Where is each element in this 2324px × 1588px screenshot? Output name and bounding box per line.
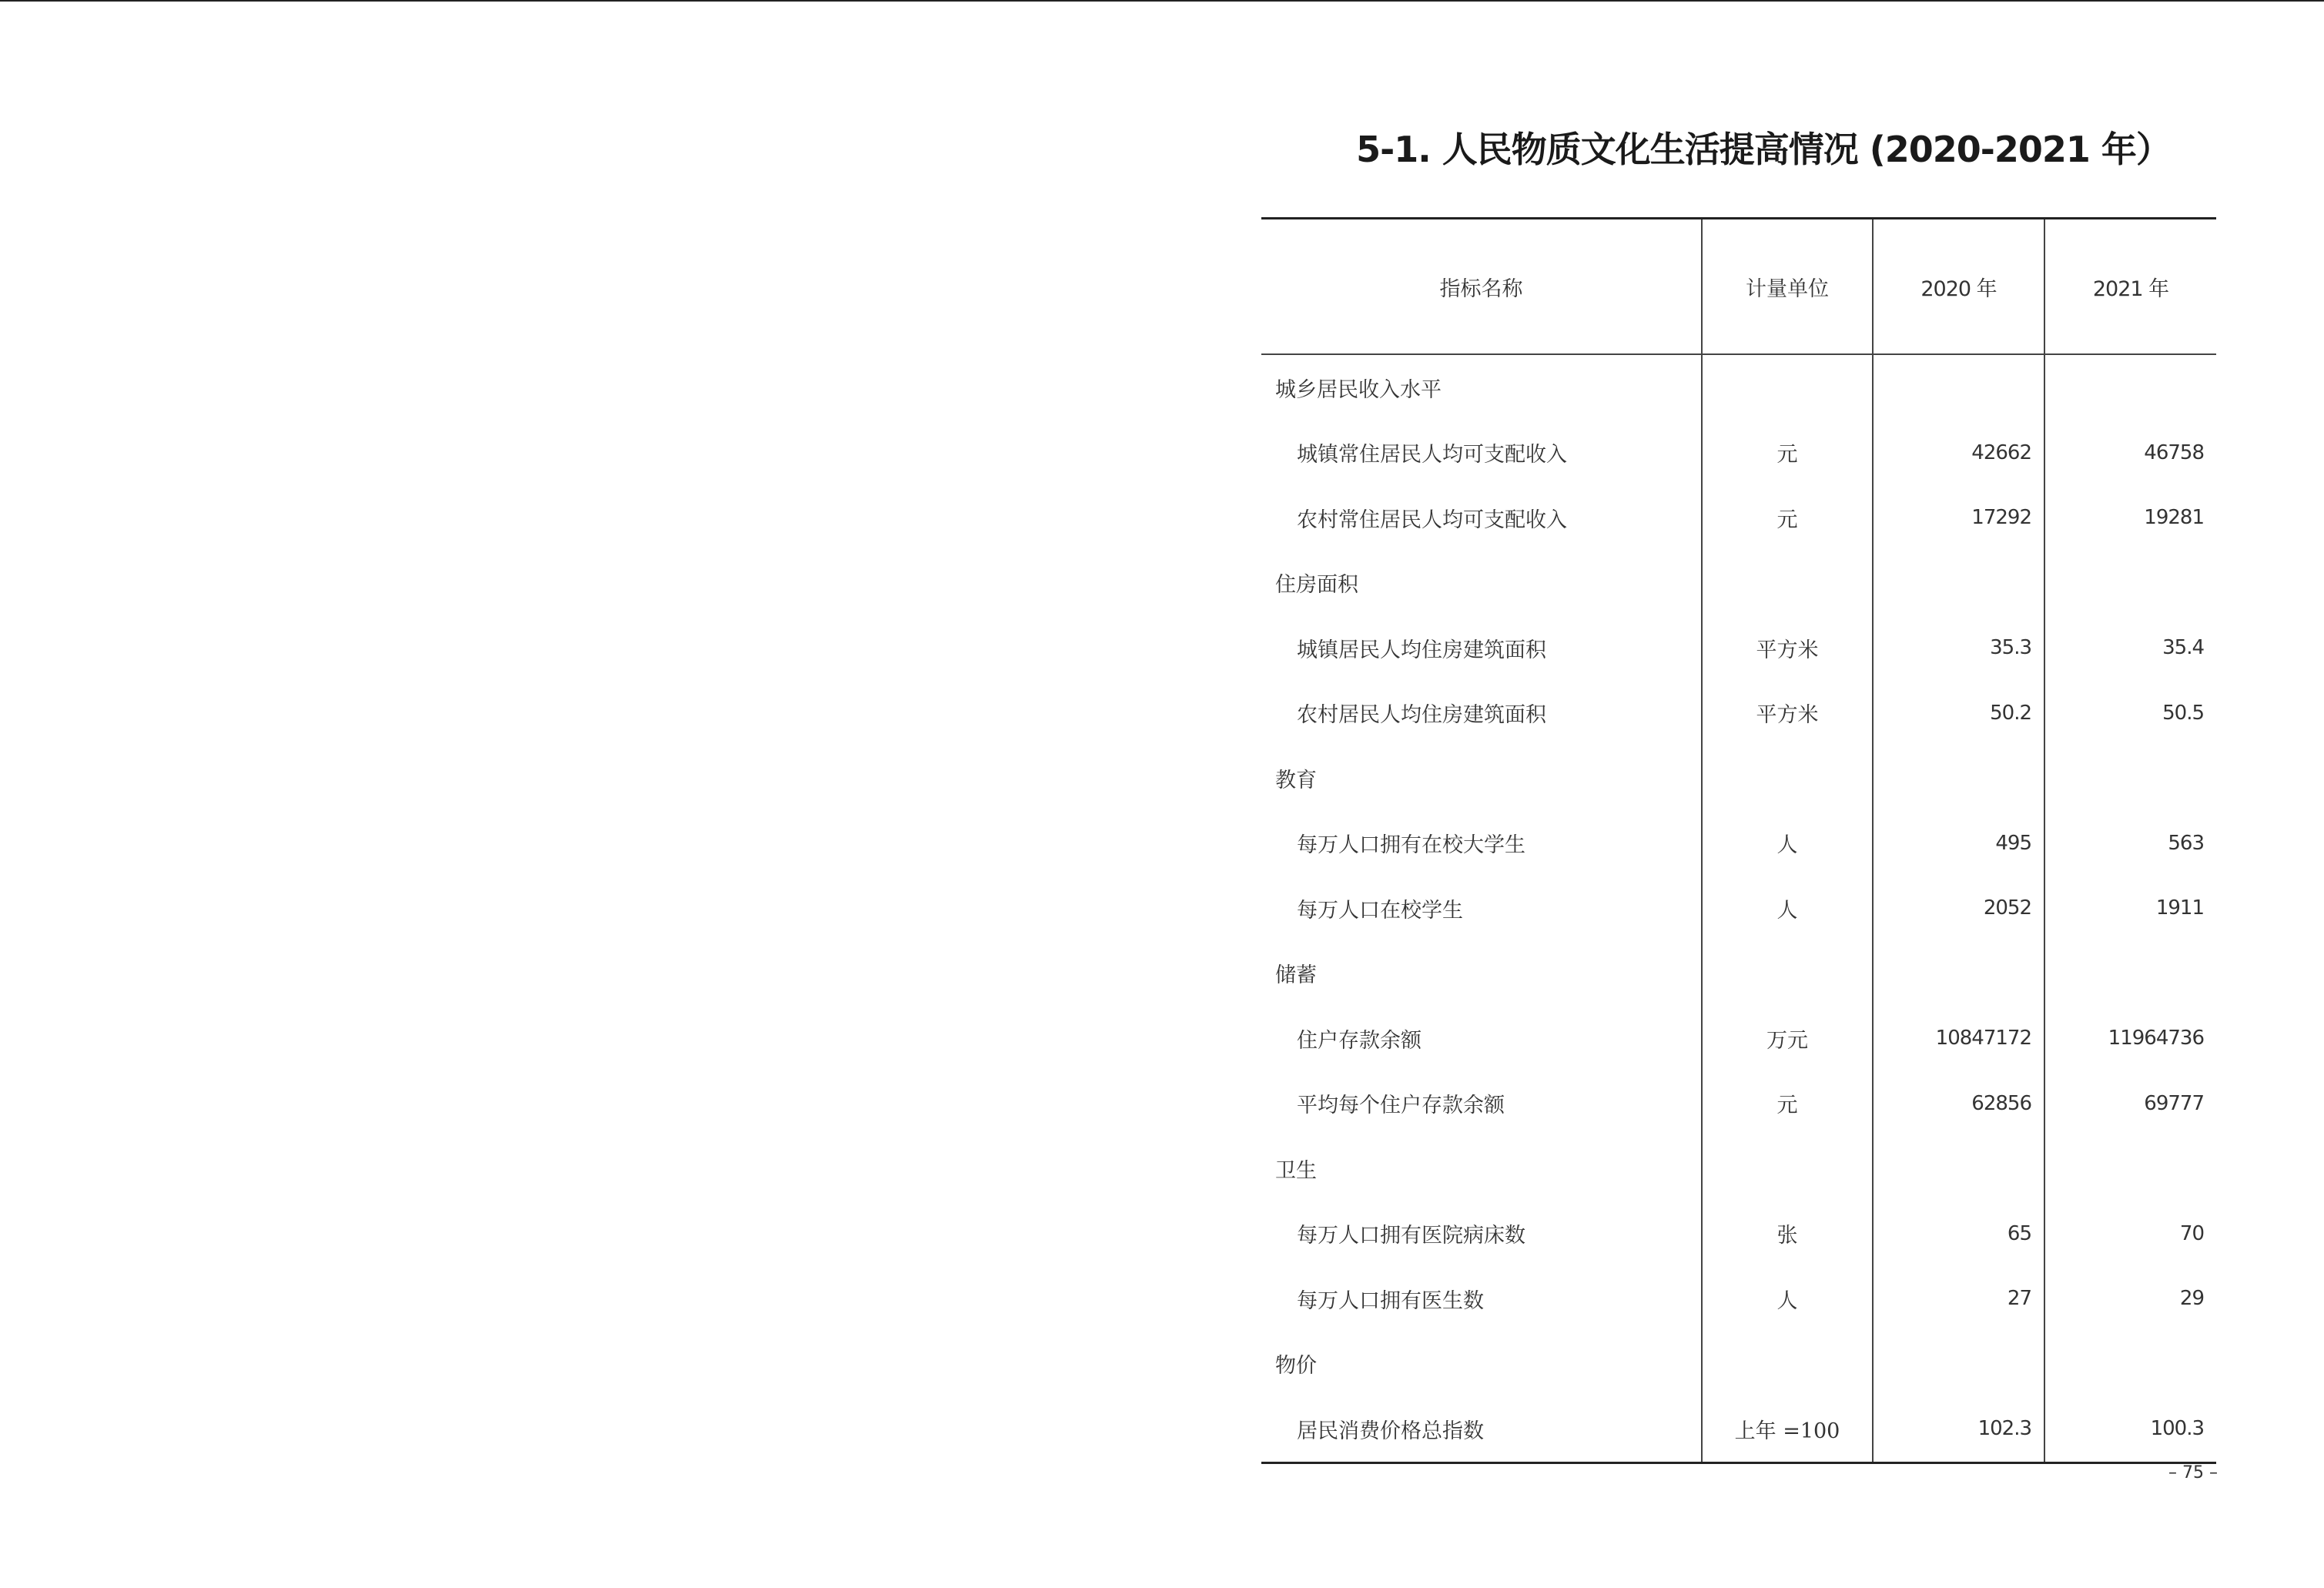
statistics-table bbox=[1261, 217, 2216, 1464]
value-2021: 35.4 bbox=[2044, 615, 2216, 681]
unit-cell: 元 bbox=[1702, 420, 1873, 486]
header-unit: 计量单位 bbox=[1702, 219, 1873, 355]
value-2020: 495 bbox=[1873, 811, 2044, 876]
header-row bbox=[1261, 219, 2216, 355]
value-2021 bbox=[2044, 745, 2216, 811]
statistics-table-container bbox=[1261, 217, 2216, 1464]
header-year-2021: 2021 年 bbox=[2044, 219, 2216, 355]
value-2020: 50.2 bbox=[1873, 681, 2044, 746]
table-row bbox=[1261, 615, 2216, 681]
indicator-name: 每万人口在校学生 bbox=[1297, 898, 1463, 923]
table-header bbox=[1261, 219, 2216, 355]
category-row bbox=[1261, 1136, 2216, 1201]
value-2020: 17292 bbox=[1873, 485, 2044, 551]
category-row bbox=[1261, 551, 2216, 616]
blank-left-page bbox=[0, 2, 1162, 1588]
category-label: 住房面积 bbox=[1275, 573, 1358, 598]
indicator-name: 平均每个住户存款余额 bbox=[1297, 1094, 1505, 1118]
indicator-name: 城镇居民人均住房建筑面积 bbox=[1297, 638, 1546, 662]
value-2020: 35.3 bbox=[1873, 615, 2044, 681]
value-2021: 50.5 bbox=[2044, 681, 2216, 746]
unit-cell: 张 bbox=[1702, 1201, 1873, 1267]
table-row bbox=[1261, 1396, 2216, 1462]
unit-cell: 万元 bbox=[1702, 1006, 1873, 1071]
value-2020: 65 bbox=[1873, 1201, 2044, 1267]
category-row bbox=[1261, 1332, 2216, 1397]
page-number: – 75 – bbox=[2168, 1463, 2218, 1482]
unit-cell bbox=[1702, 354, 1873, 420]
category-label: 卫生 bbox=[1275, 1158, 1317, 1183]
value-2020 bbox=[1873, 941, 2044, 1007]
category-label: 物价 bbox=[1275, 1354, 1317, 1379]
value-2021: 70 bbox=[2044, 1201, 2216, 1267]
indicator-name: 住户存款余额 bbox=[1297, 1028, 1422, 1053]
indicator-name: 农村常住居民人均可支配收入 bbox=[1297, 508, 1567, 532]
indicator-name: 居民消费价格总指数 bbox=[1297, 1419, 1484, 1443]
category-label: 储蓄 bbox=[1275, 963, 1317, 988]
value-2020: 10847172 bbox=[1873, 1006, 2044, 1071]
page-title: 5-1. 人民物质文化生活提高情况 (2020-2021 年） bbox=[1356, 129, 2171, 170]
unit-cell bbox=[1702, 745, 1873, 811]
unit-cell: 人 bbox=[1702, 1266, 1873, 1332]
unit-cell: 平方米 bbox=[1702, 681, 1873, 746]
value-2021 bbox=[2044, 354, 2216, 420]
unit-cell bbox=[1702, 1136, 1873, 1201]
category-label: 教育 bbox=[1275, 768, 1317, 792]
indicator-name: 每万人口拥有医院病床数 bbox=[1297, 1224, 1525, 1248]
table-row bbox=[1261, 420, 2216, 486]
value-2021: 11964736 bbox=[2044, 1006, 2216, 1071]
header-year-2020: 2020 年 bbox=[1873, 219, 2044, 355]
table-row bbox=[1261, 681, 2216, 746]
indicator-name: 城镇常住居民人均可支配收入 bbox=[1297, 443, 1567, 467]
value-2021 bbox=[2044, 551, 2216, 616]
unit-cell bbox=[1702, 941, 1873, 1007]
category-row bbox=[1261, 745, 2216, 811]
unit-cell: 平方米 bbox=[1702, 615, 1873, 681]
value-2020: 2052 bbox=[1873, 876, 2044, 941]
value-2021: 563 bbox=[2044, 811, 2216, 876]
table-row bbox=[1261, 811, 2216, 876]
value-2021: 46758 bbox=[2044, 420, 2216, 486]
indicator-name: 农村居民人均住房建筑面积 bbox=[1297, 703, 1546, 728]
value-2021 bbox=[2044, 941, 2216, 1007]
table-row bbox=[1261, 1201, 2216, 1267]
category-row bbox=[1261, 941, 2216, 1007]
value-2020: 42662 bbox=[1873, 420, 2044, 486]
value-2020 bbox=[1873, 745, 2044, 811]
table-row bbox=[1261, 1266, 2216, 1332]
table-row bbox=[1261, 1071, 2216, 1137]
indicator-name: 每万人口拥有医生数 bbox=[1297, 1288, 1484, 1313]
value-2020: 27 bbox=[1873, 1266, 2044, 1332]
table-row bbox=[1261, 876, 2216, 941]
category-label: 城乡居民收入水平 bbox=[1275, 377, 1442, 402]
header-indicator-name: 指标名称 bbox=[1261, 219, 1702, 355]
value-2021: 29 bbox=[2044, 1266, 2216, 1332]
value-2021 bbox=[2044, 1136, 2216, 1201]
category-row bbox=[1261, 354, 2216, 420]
value-2020: 62856 bbox=[1873, 1071, 2044, 1137]
unit-cell bbox=[1702, 551, 1873, 616]
unit-cell: 元 bbox=[1702, 485, 1873, 551]
value-2021: 19281 bbox=[2044, 485, 2216, 551]
value-2020 bbox=[1873, 551, 2044, 616]
value-2020 bbox=[1873, 354, 2044, 420]
value-2020 bbox=[1873, 1332, 2044, 1397]
unit-cell: 元 bbox=[1702, 1071, 1873, 1137]
table-row bbox=[1261, 485, 2216, 551]
value-2020: 102.3 bbox=[1873, 1396, 2044, 1462]
table-body bbox=[1261, 354, 2216, 1462]
value-2021: 69777 bbox=[2044, 1071, 2216, 1137]
table-row bbox=[1261, 1006, 2216, 1071]
unit-cell: 人 bbox=[1702, 876, 1873, 941]
value-2021: 100.3 bbox=[2044, 1396, 2216, 1462]
unit-cell: 上年 =100 bbox=[1702, 1396, 1873, 1462]
unit-cell: 人 bbox=[1702, 811, 1873, 876]
indicator-name: 每万人口拥有在校大学生 bbox=[1297, 833, 1525, 858]
value-2021 bbox=[2044, 1332, 2216, 1397]
value-2021: 1911 bbox=[2044, 876, 2216, 941]
value-2020 bbox=[1873, 1136, 2044, 1201]
unit-cell bbox=[1702, 1332, 1873, 1397]
